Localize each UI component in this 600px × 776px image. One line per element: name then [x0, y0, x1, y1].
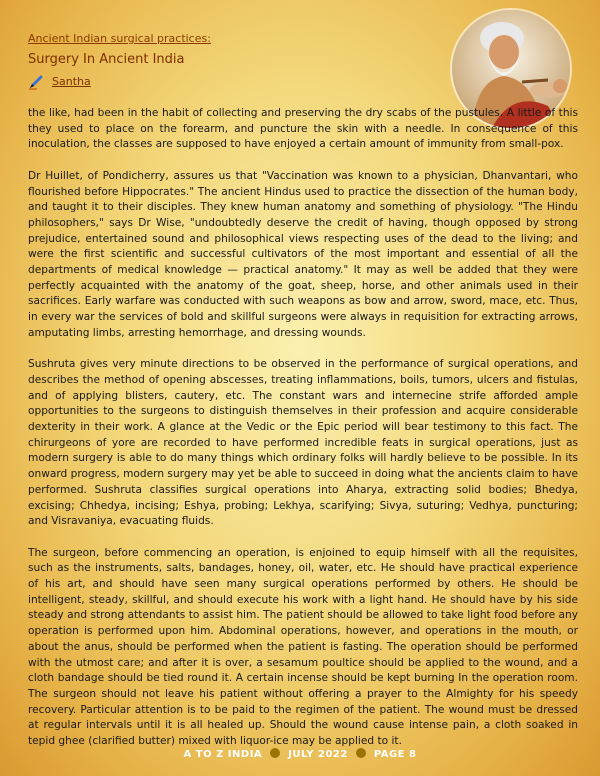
footer-dot-icon [270, 748, 280, 758]
paragraph-1: the like, had been in the habit of collecting and preserving the dry scabs of the pustules. A little of this they used to place on the forearm, and puncture the skin with a needle. In consequence of this inoculation, the classes are supposed to have enjoyed a certain amount of immunity from small-pox. [28, 107, 578, 151]
footer-magazine-name: A TO Z INDIA [183, 749, 263, 760]
section-heading-link[interactable]: Ancient Indian surgical practices: [28, 32, 211, 45]
page-footer [0, 748, 600, 760]
footer-issue: JULY 2022 [288, 749, 348, 760]
footer-page-number: PAGE 8 [373, 749, 417, 760]
article-title: Surgery In Ancient India [28, 52, 185, 67]
paragraph-3: Sushruta gives very minute directions to be observed in the performance of surgical operations, and describes the method of opening abscesses, treating inflammations, boils, tumors, ulcers and fistulas, and of applying blisters, cautery, etc. The constant wars and internecine strife afforded ample opportunities to the surgeons to distinguish themselves in their profession and acquire considerable dexterity in their work. A glance at the Vedic or the Epic period will bear testimony to this fact. The chirurgeons of yore are recorded to have performed incredible feats in surgical operations, just as modern surgery is able to do many things which ordinary folks will hardly believe to be possible. In its onward progress, modern surgery may yet be able to succeed in doing what the ancients claim to have performed. Sushruta classifies surgical operations into Aharya, extracting solid bodies; Bhedya, excising; Chhedya, incising; Eshya, probing; Lekhya, scarifying; Sivya, suturing; Vedhya, puncturing; and Visravaniya, evacuating fluids. [28, 358, 578, 528]
author-name-link[interactable]: Santha [52, 74, 91, 88]
article-body [28, 106, 578, 765]
footer-dot-icon [356, 748, 366, 758]
pen-icon [28, 72, 46, 90]
author-byline [28, 72, 91, 90]
paragraph-2: Dr Huillet, of Pondicherry, assures us that "Vaccination was known to a physician, Dhanvantari, who flourished before Hippocrates." The ancient Hindus used to practice the dissection of the human body, and taught it to their disciples. They knew human anatomy and something of physiology. "The Hindu philosophers," says Dr Wise, "undoubtedly deserve the credit of having, though opposed by strong prejudice, entertained sound and philosophical views respecting uses of the dead to the living; and were the first scientific and successful cultivators of the most important and essential of all the departments of medical knowledge — practical anatomy." It may as well be added that they were perfectly acquainted with the anatomy of the goat, sheep, horse, and other animals used in their sacrifices. Early warfare was conducted with such weapons as bow and arrow, sword, mace, etc. Thus, in every war the services of bold and skillful surgeons were always in requisition for extracting arrows, amputating limbs, arresting hemorrhage, and dressing wounds. [28, 169, 578, 339]
paragraph-4: The surgeon, before commencing an operation, is enjoined to equip himself with all the requisites, such as the instruments, salts, bandages, honey, oil, water, etc. He should have practical experience of his art, and should have seen many surgical operations performed by others. He should be intelligent, steady, skillful, and should execute his work with a light hand. He should have by his side steady and strong attendants to assist him. The patient should be allowed to take light food before any operation is performed upon him. Abdominal operations, however, and operations in the mouth, or about the anus, should be performed when the patient is fasting. The operation should be performed with the utmost care; and after it is over, a sesamum poultice should be applied to the wound, and a cloth bandage should be tied round it. A certain incense should be kept burning In the operation room. The surgeon should not leave his patient without offering a prayer to the Almighty for his speedy recovery. Particular attention is to be paid to the regimen of the patient. The wound must be dressed at regular intervals until it is all healed up. Should the wound cause intense pain, a cloth soaked in tepid ghee (clarified butter) mixed with liquor-ice may be applied to it. [28, 546, 578, 748]
